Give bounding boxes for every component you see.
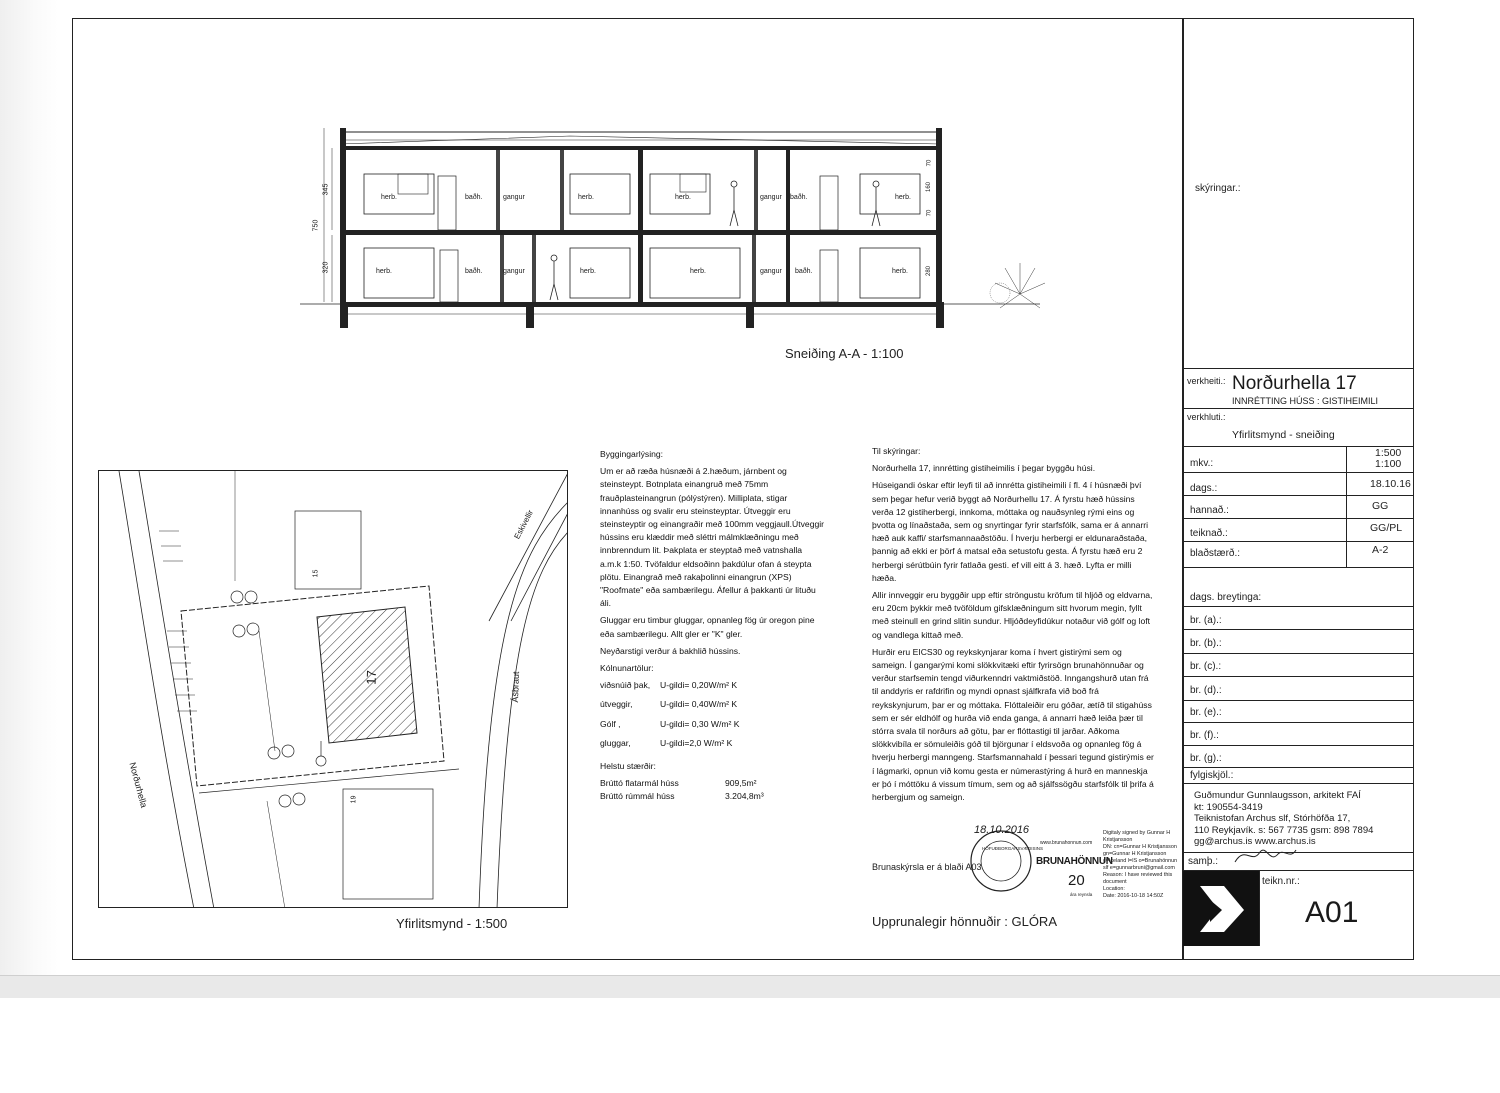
- title-block-rule: [1182, 541, 1414, 542]
- info-row-label: dags.:: [1190, 483, 1218, 494]
- approval-label: samþ.:: [1188, 856, 1219, 867]
- title-block-col-divider: [1346, 446, 1347, 568]
- kolnun-heading: Kólnunartölur:: [600, 663, 654, 674]
- title-block-divider: [1182, 368, 1414, 369]
- attachments-label: fylgiskjöl.:: [1190, 770, 1234, 781]
- revision-row: br. (a).:: [1190, 615, 1222, 626]
- title-block-rule: [1182, 408, 1414, 409]
- section-room-label: gangur: [503, 194, 525, 201]
- lot-number: 17: [363, 670, 379, 685]
- site-plan-caption: Yfirlitsmynd - 1:500: [396, 916, 508, 931]
- lot-number: 19: [350, 795, 358, 804]
- staerdir-row: [600, 790, 825, 803]
- title-block-rule: [1182, 495, 1414, 496]
- section-room-label: herb.: [690, 268, 706, 275]
- project-title: Norðurhella 17: [1232, 373, 1357, 394]
- title-block-rule: [1182, 767, 1414, 768]
- drawing-number: A01: [1305, 896, 1359, 929]
- revision-row: br. (e).:: [1190, 707, 1222, 718]
- site-plan-frame: [98, 470, 568, 908]
- section-room-label: baðh.: [465, 268, 483, 275]
- kolnun-label: viðsnúið þak,: [600, 680, 651, 691]
- kolnun-row: [600, 679, 825, 692]
- notes-paragraph: Hurðir eru EICS30 og reykskynjarar koma í hvert gistirými sem og sameign. Í gangarými komi slökkvitæki eftir fyrirsögn brunahönnuðar og verður starfsemin tengd viðurkenndri vaktmiðstöð. Inngangshurð utan frá til anddyris er rafdrifin og myndi opnast sjálfkrafa við boð frá reykskynjurum, þar er og móttaka. Flóttaleiðir eru góðar, ætíð til stigahúss sem er sér eldhólf og hurða við enda ganga, á annarri hæð leiða þær til stórra svala til norðurs að götu, þar er flóttastigi til jarðar. Aðkoma slökkvibíla er sömuleiðis góð til björgunar í eldsvoða og opnanleg fög á hverju herbergi manngeng. Starfsmannahald í þessari tegund gistirýmis er í lágmarki, opnun við komu gesta er númerastýring á hurð en manneskja er þó í móttöku á vissum tímum, sem og að sjálfssögðu starfsfólk til þrifa á herbergjum og sameign.: [872, 646, 1154, 803]
- description-paragraph: Neyðarstigi verður á bakhlið hússins.: [600, 645, 741, 656]
- title-block-left-border: [1182, 18, 1184, 960]
- brand-url: www.brunahonnun.com: [1040, 840, 1093, 846]
- fire-report-note: Brunaskýrsla er á blaði A03: [872, 862, 982, 872]
- section-room-label: herb.: [578, 194, 594, 201]
- staerdir-label: Brúttó rúmmál húss: [600, 791, 675, 802]
- info-row-value: GG/PL: [1370, 522, 1403, 534]
- street-label-nordurhella: Norðurhella: [127, 761, 150, 809]
- site-plan-drawing: [99, 471, 568, 908]
- section-room-label: baðh.: [465, 194, 483, 201]
- section-dimension: 70: [926, 159, 933, 167]
- title-block-rule: [1182, 629, 1414, 630]
- section-room-label: herb.: [895, 194, 911, 201]
- revision-row: br. (c).:: [1190, 661, 1222, 672]
- verkheiti-label: verkheiti.:: [1187, 376, 1226, 386]
- info-row-value: 1:500 1:100: [1375, 447, 1402, 470]
- notes-paragraph: Allir innveggir eru byggðir upp eftir ströngustu kröfum til hljóð og eldvarna, eru 20cm þykkir með tvöföldum gifsklæðningum sitt hvorum megin, fyllt með steinull en grind slitin sundur. Hljóðdeyfidúkur notaður við gólf og loft og vandlega kittað með.: [872, 590, 1153, 640]
- section-room-label: gangur: [503, 268, 525, 275]
- title-block-col-divider: [1259, 870, 1260, 946]
- notes-paragraph: Norðurhella 17, innrétting gistiheimilis í þegar byggðu húsi.: [872, 463, 1096, 474]
- section-dimension: 280: [926, 265, 933, 277]
- section-dimension: 70: [926, 209, 933, 217]
- anniversary-sub: ára reynsla: [1070, 892, 1093, 897]
- revision-row: br. (b).:: [1190, 638, 1222, 649]
- section-room-label: herb.: [376, 268, 392, 275]
- stamp-ring-text: HÖFUÐBORGARSVÆÐISINS: [982, 846, 1044, 851]
- title-block-rule: [1182, 472, 1414, 473]
- staerdir-heading: Helstu stærðir:: [600, 761, 656, 772]
- street-label-eskivellir: Eskivellir: [512, 508, 536, 541]
- engineer-stamp: [968, 828, 1034, 894]
- section-drawing: [300, 118, 1060, 338]
- info-row-value: GG: [1372, 500, 1389, 512]
- skyringar-label: skýringar.:: [1195, 183, 1241, 194]
- verkhluti-label: verkhluti.:: [1187, 412, 1226, 422]
- architect-line: 110 Reykjavík. s: 567 7735 gsm: 898 7894: [1194, 824, 1374, 836]
- section-dimension: 160: [926, 181, 933, 193]
- sheet-content: Yfirlitsmynd - sneiðing: [1232, 429, 1335, 441]
- revisions-label: dags. breytinga:: [1190, 592, 1262, 603]
- title-block-rule: [1182, 783, 1414, 784]
- scan-bottom-strip: [0, 975, 1500, 998]
- title-block-rule: [1182, 567, 1414, 568]
- title-block-rule: [1182, 745, 1414, 746]
- architect-line: Guðmundur Gunnlaugsson, arkitekt FAÍ: [1194, 790, 1361, 801]
- anniversary-logo: 20: [1068, 872, 1085, 889]
- kolnun-label: útveggir,: [600, 699, 633, 710]
- title-block-rule: [1182, 700, 1414, 701]
- architect-line: gg@archus.is www.archus.is: [1194, 836, 1316, 847]
- kolnun-value: U-gildi= 0,40W/m² K: [660, 699, 738, 710]
- drawing-number-label: teikn.nr.:: [1262, 876, 1300, 887]
- kolnun-label: gluggar,: [600, 737, 631, 748]
- section-room-label: herb.: [580, 268, 596, 275]
- street-label-asbraut: Ásbraut: [509, 671, 522, 703]
- section-room-label: herb.: [381, 194, 397, 201]
- original-designers: Upprunalegir hönnuðir : GLÓRA: [872, 914, 1057, 929]
- revision-row: br. (f).:: [1190, 730, 1219, 741]
- section-room-label: baðh.: [790, 194, 808, 201]
- revision-row: br. (g).:: [1190, 753, 1222, 764]
- section-room-label: baðh.: [795, 268, 813, 275]
- architect-line: Teiknistofan Archus slf, Stórhöfða 17,: [1194, 813, 1351, 824]
- title-block-rule: [1182, 518, 1414, 519]
- kolnun-label: Gólf ,: [600, 718, 621, 729]
- section-dimension: 320: [322, 261, 330, 274]
- staerdir-value: 909,5m²: [725, 778, 757, 789]
- section-dimension: 750: [312, 219, 320, 232]
- notes-block: [872, 445, 1154, 808]
- description-heading: Byggingarlýsing:: [600, 449, 664, 459]
- digital-signature: Digitaly signed by Gunnar H Kristjansson DN: cn=Gunnar H Kristjansson gn=Gunnar H Kristjansson c=Iceland l=IS o=Brunahönnun slf e=gunnarbruni@gmail.com Reason: I have reviewed this document Location: Date: 2016-10-18 14:50Z: [1103, 830, 1178, 899]
- building-description: [600, 448, 825, 804]
- section-room-label: gangur: [760, 268, 782, 275]
- notes-paragraph: Húseigandi óskar eftir leyfi til að innrétta gistiheimili í fl. 4 í húsnæði því sem þegar hefur verið byggt að Norðurhellu 17. Á fyrstu hæð hússins verða 12 gistiherbergi, innkoma, móttaka og nauðsynleg rými eins og þvotta og línaðstaða, sem og snyrtingar fyrir starfsfólk, sama er á annarri hæð auk kaffi/ starfsmannaaðstöðu. Í hverju herbergi er eldunaraðstaða, þannig að ekki er þörf á matsal eða setustofu gesta. Á fyrstu hæð eru 2 herbergi sérútbúin fyrir fatlaða gesti. ef vill eitt á 3. hæð. Lyfta er milli hæða.: [872, 480, 1149, 583]
- description-paragraph: Gluggar eru timbur gluggar, opnanleg fög úr oregon pine eða sambærilegu. Allt gler er "K" gler.: [600, 615, 815, 639]
- kolnun-value: U-gildi= 0,30 W/m² K: [660, 718, 740, 729]
- info-row-value: 18.10.16: [1370, 478, 1411, 490]
- info-row-label: mkv.:: [1190, 458, 1214, 469]
- section-room-label: gangur: [760, 194, 782, 201]
- description-paragraph: Um er að ræða húsnæði á 2.hæðum, járnbent og steinsteypt. Botnplata einangruð með 75mm frauðplasteinangrun (pólýstýren). Milliplata, stigar innanhúss og svalir eru steinsteyptar. Útveggir eru steinsteyptir og einangraðir með 100mm veggjaull.Útveggir hússins eru klæddir með sléttri málmklæðningu með innbrenndum lit. Þakplata er steyptað með vatnshalla a.m.k 1:50. Tvöfaldur eldsoðinn þakdúlur ofan á steypta plötu. Einangrað með rakaþolinni einangrun (XPS) "Roofmate" eða sambærilegu. Áfellur á þakkanti úr lituðu áli.: [600, 466, 825, 609]
- scan-edge: [0, 0, 58, 995]
- notes-heading: Til skýringar:: [872, 446, 921, 456]
- info-row-label: teiknað.:: [1190, 528, 1228, 539]
- kolnun-value: U-gildi=2,0 W/m² K: [660, 737, 733, 748]
- revision-row: br. (d).:: [1190, 685, 1222, 696]
- section-caption: Sneiðing A-A - 1:100: [785, 346, 904, 361]
- section-dimension: 345: [322, 183, 330, 196]
- section-room-label: herb.: [675, 194, 691, 201]
- staerdir-value: 3.204,8m³: [725, 791, 764, 802]
- staerdir-label: Brúttó flatarmál húss: [600, 778, 679, 789]
- brand-logo: BRUNAHÖNNUN: [1036, 856, 1113, 867]
- stamp-date: 18.10.2016: [974, 824, 1030, 836]
- kolnun-row: [600, 718, 825, 731]
- signature-scribble: [1230, 840, 1300, 870]
- architect-info: [1194, 790, 1373, 848]
- kolnun-row: [600, 698, 825, 711]
- info-row-label: hannað.:: [1190, 505, 1229, 516]
- archus-logo-mark: [1196, 882, 1248, 936]
- title-block-rule: [1182, 722, 1414, 723]
- info-row-value: A-2: [1372, 544, 1389, 556]
- architect-line: kt: 190554-3419: [1194, 801, 1263, 813]
- title-block-rule: [1182, 606, 1414, 607]
- project-subtitle: INNRÉTTING HÚSS : GISTIHEIMILI: [1232, 396, 1379, 406]
- title-block-rule: [1182, 676, 1414, 677]
- staerdir-row: [600, 777, 825, 790]
- title-block-rule: [1182, 653, 1414, 654]
- kolnun-value: U-gildi= 0,20W/m² K: [660, 680, 738, 691]
- info-row-label: blaðstærð.:: [1190, 548, 1241, 559]
- lot-number: 15: [312, 569, 320, 578]
- kolnun-row: [600, 737, 825, 750]
- section-room-label: herb.: [892, 268, 908, 275]
